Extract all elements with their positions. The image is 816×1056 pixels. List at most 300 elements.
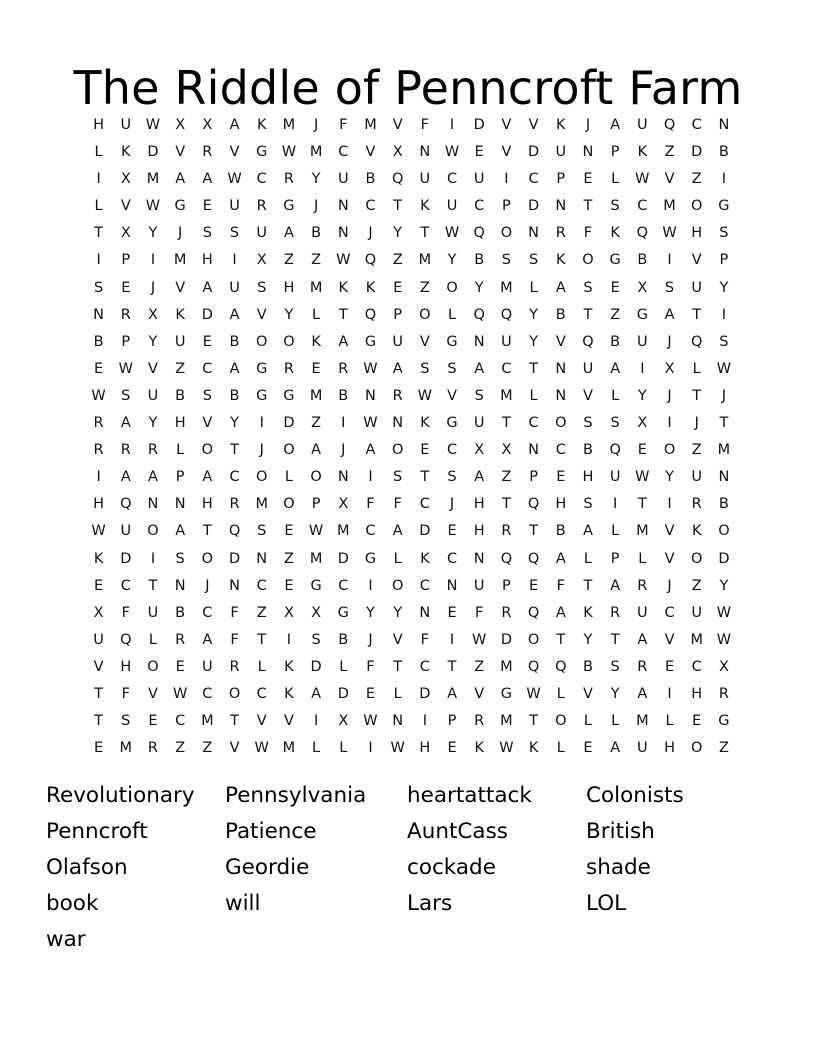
grid-cell[interactable]: I: [150, 252, 156, 269]
grid-cell[interactable]: D: [337, 550, 349, 567]
grid-cell[interactable]: Z: [691, 442, 702, 459]
grid-cell[interactable]: N: [392, 415, 404, 432]
grid-cell[interactable]: I: [368, 577, 373, 594]
grid-cell[interactable]: D: [528, 144, 540, 161]
grid-cell[interactable]: D: [473, 117, 485, 133]
grid-cell[interactable]: J: [721, 387, 727, 404]
grid-cell[interactable]: U: [637, 740, 648, 757]
grid-cell[interactable]: S: [93, 279, 104, 296]
grid-cell[interactable]: M: [636, 523, 649, 540]
grid-cell[interactable]: B: [637, 252, 648, 269]
grid-cell[interactable]: C: [365, 523, 376, 540]
grid-cell[interactable]: C: [637, 198, 648, 215]
grid-cell[interactable]: H: [201, 496, 213, 513]
grid-cell[interactable]: W: [91, 387, 106, 404]
grid-cell[interactable]: P: [311, 496, 321, 513]
grid-cell[interactable]: R: [147, 740, 158, 757]
grid-cell[interactable]: N: [473, 550, 485, 567]
grid-cell[interactable]: N: [582, 144, 594, 161]
grid-cell[interactable]: B: [365, 171, 376, 188]
grid-cell[interactable]: W: [417, 387, 433, 404]
grid-cell[interactable]: V: [664, 523, 675, 540]
grid-cell[interactable]: J: [585, 117, 591, 133]
grid-cell[interactable]: V: [664, 171, 675, 188]
grid-cell[interactable]: K: [637, 144, 648, 161]
grid-cell[interactable]: A: [664, 306, 675, 323]
grid-cell[interactable]: Y: [148, 415, 158, 432]
grid-cell[interactable]: W: [716, 360, 732, 377]
grid-cell[interactable]: K: [175, 306, 185, 323]
grid-cell[interactable]: F: [230, 604, 239, 621]
grid-cell[interactable]: V: [528, 117, 539, 133]
grid-cell[interactable]: Y: [148, 333, 158, 350]
grid-cell[interactable]: J: [178, 225, 183, 242]
grid-cell[interactable]: W: [281, 144, 297, 161]
grid-cell[interactable]: G: [609, 252, 621, 269]
grid-cell[interactable]: A: [365, 442, 376, 459]
grid-cell[interactable]: N: [419, 604, 431, 621]
grid-cell[interactable]: R: [120, 306, 131, 323]
grid-cell[interactable]: Q: [500, 550, 513, 567]
grid-cell[interactable]: V: [501, 117, 512, 133]
grid-cell[interactable]: M: [337, 523, 350, 540]
grid-cell[interactable]: J: [667, 387, 672, 404]
grid-cell[interactable]: Q: [527, 658, 540, 675]
grid-cell[interactable]: D: [419, 523, 431, 540]
grid-cell[interactable]: T: [94, 685, 104, 702]
grid-cell[interactable]: B: [229, 333, 240, 350]
grid-cell[interactable]: Q: [120, 496, 132, 513]
grid-cell[interactable]: D: [147, 144, 159, 161]
grid-cell[interactable]: E: [393, 279, 403, 296]
grid-cell[interactable]: N: [337, 198, 349, 215]
grid-cell[interactable]: M: [500, 279, 513, 296]
grid-cell[interactable]: Q: [527, 604, 540, 621]
grid-cell[interactable]: S: [229, 225, 240, 242]
grid-cell[interactable]: I: [449, 631, 455, 648]
grid-cell[interactable]: N: [555, 198, 567, 215]
grid-cell[interactable]: B: [718, 496, 729, 513]
grid-cell[interactable]: U: [202, 658, 213, 675]
grid-cell[interactable]: Z: [474, 658, 485, 675]
grid-cell[interactable]: M: [119, 740, 133, 757]
grid-cell[interactable]: M: [663, 198, 676, 215]
grid-cell[interactable]: Y: [637, 387, 647, 404]
grid-cell[interactable]: Q: [120, 631, 132, 648]
grid-cell[interactable]: F: [230, 631, 239, 648]
grid-cell[interactable]: I: [667, 496, 672, 513]
grid-cell[interactable]: M: [690, 631, 703, 648]
grid-cell[interactable]: R: [610, 604, 621, 621]
grid-cell[interactable]: Z: [175, 740, 186, 757]
word-list-item[interactable]: heartattack: [407, 783, 532, 808]
grid-cell[interactable]: F: [366, 658, 375, 675]
grid-cell[interactable]: K: [556, 117, 566, 133]
grid-cell[interactable]: Z: [175, 360, 186, 377]
grid-cell[interactable]: U: [637, 604, 648, 621]
grid-cell[interactable]: B: [175, 387, 186, 404]
grid-cell[interactable]: H: [419, 740, 431, 757]
grid-cell[interactable]: L: [94, 198, 103, 215]
grid-cell[interactable]: H: [201, 252, 213, 269]
grid-cell[interactable]: M: [364, 117, 377, 133]
grid-cell[interactable]: N: [93, 306, 105, 323]
grid-cell[interactable]: N: [473, 333, 485, 350]
grid-cell[interactable]: D: [691, 144, 703, 161]
grid-cell[interactable]: Q: [391, 171, 404, 188]
grid-cell[interactable]: A: [392, 360, 403, 377]
grid-cell[interactable]: L: [312, 740, 321, 757]
grid-cell[interactable]: L: [148, 631, 158, 648]
grid-cell[interactable]: Q: [364, 252, 377, 269]
grid-cell[interactable]: O: [391, 442, 404, 459]
grid-cell[interactable]: T: [393, 658, 403, 675]
grid-cell[interactable]: L: [692, 360, 701, 377]
grid-cell[interactable]: H: [93, 496, 105, 513]
grid-cell[interactable]: X: [120, 225, 131, 242]
grid-cell[interactable]: C: [202, 360, 213, 377]
grid-cell[interactable]: E: [284, 523, 294, 540]
grid-cell[interactable]: V: [120, 198, 131, 215]
grid-cell[interactable]: A: [610, 117, 621, 133]
grid-cell[interactable]: G: [337, 604, 349, 621]
grid-cell[interactable]: V: [583, 685, 593, 702]
grid-cell[interactable]: G: [256, 387, 268, 404]
grid-cell[interactable]: I: [721, 306, 727, 323]
grid-cell[interactable]: L: [393, 550, 402, 567]
grid-cell[interactable]: W: [526, 685, 541, 702]
grid-cell[interactable]: K: [121, 144, 131, 161]
grid-cell[interactable]: A: [283, 225, 294, 242]
grid-cell[interactable]: E: [474, 144, 484, 161]
grid-cell[interactable]: V: [691, 252, 702, 269]
grid-cell[interactable]: R: [501, 523, 512, 540]
grid-cell[interactable]: C: [691, 117, 702, 133]
grid-cell[interactable]: B: [474, 252, 485, 269]
grid-cell[interactable]: G: [283, 387, 295, 404]
grid-cell[interactable]: L: [665, 713, 674, 730]
grid-cell[interactable]: O: [446, 279, 458, 296]
grid-cell[interactable]: R: [338, 360, 349, 377]
grid-cell[interactable]: L: [638, 550, 647, 567]
grid-cell[interactable]: M: [636, 713, 649, 730]
grid-cell[interactable]: N: [147, 496, 159, 513]
grid-cell[interactable]: Q: [500, 306, 513, 323]
grid-cell[interactable]: N: [337, 225, 349, 242]
grid-cell[interactable]: A: [311, 685, 322, 702]
grid-cell[interactable]: U: [501, 333, 512, 350]
grid-cell[interactable]: Q: [228, 523, 241, 540]
grid-cell[interactable]: F: [366, 496, 375, 513]
grid-cell[interactable]: K: [284, 658, 294, 675]
grid-cell[interactable]: O: [391, 577, 404, 594]
grid-cell[interactable]: U: [93, 631, 104, 648]
grid-cell[interactable]: V: [148, 360, 158, 377]
puzzle-grid[interactable]: [85, 112, 738, 762]
grid-cell[interactable]: L: [529, 387, 538, 404]
grid-cell[interactable]: Z: [691, 171, 702, 188]
grid-cell[interactable]: Z: [718, 740, 729, 757]
grid-cell[interactable]: L: [529, 279, 538, 296]
grid-cell[interactable]: K: [365, 279, 376, 296]
grid-cell[interactable]: I: [341, 415, 346, 432]
grid-cell[interactable]: J: [341, 442, 346, 459]
grid-cell[interactable]: Y: [474, 279, 484, 296]
grid-cell[interactable]: K: [474, 740, 484, 757]
grid-cell[interactable]: A: [555, 604, 566, 621]
grid-cell[interactable]: V: [555, 333, 566, 350]
word-list-item[interactable]: Geordie: [225, 855, 310, 880]
grid-cell[interactable]: W: [363, 713, 378, 730]
grid-cell[interactable]: T: [719, 415, 729, 432]
grid-cell[interactable]: T: [230, 442, 239, 459]
grid-cell[interactable]: N: [718, 117, 730, 133]
grid-cell[interactable]: E: [121, 279, 131, 296]
grid-cell[interactable]: U: [147, 604, 159, 621]
grid-cell[interactable]: B: [610, 333, 621, 350]
grid-cell[interactable]: I: [286, 631, 292, 648]
grid-cell[interactable]: C: [528, 415, 539, 432]
grid-cell[interactable]: C: [555, 442, 566, 459]
grid-cell[interactable]: U: [473, 171, 485, 188]
grid-cell[interactable]: K: [528, 740, 539, 757]
grid-cell[interactable]: S: [393, 469, 403, 486]
grid-cell[interactable]: I: [96, 252, 101, 269]
grid-cell[interactable]: I: [96, 469, 101, 486]
grid-cell[interactable]: V: [365, 144, 376, 161]
grid-cell[interactable]: U: [392, 333, 403, 350]
grid-cell[interactable]: K: [583, 604, 593, 621]
grid-cell[interactable]: T: [692, 387, 702, 404]
grid-cell[interactable]: V: [175, 144, 186, 161]
grid-cell[interactable]: A: [202, 631, 213, 648]
grid-cell[interactable]: S: [610, 198, 620, 215]
grid-cell[interactable]: D: [500, 631, 512, 648]
grid-cell[interactable]: C: [256, 685, 267, 702]
grid-cell[interactable]: E: [664, 658, 675, 675]
grid-cell[interactable]: V: [392, 631, 403, 648]
grid-cell[interactable]: N: [365, 387, 376, 404]
grid-cell[interactable]: S: [420, 360, 430, 377]
grid-cell[interactable]: U: [473, 415, 485, 432]
grid-cell[interactable]: H: [555, 496, 567, 513]
grid-cell[interactable]: B: [555, 306, 566, 323]
grid-cell[interactable]: S: [447, 360, 457, 377]
grid-cell[interactable]: F: [583, 225, 593, 242]
grid-cell[interactable]: V: [664, 550, 675, 567]
grid-cell[interactable]: I: [640, 360, 645, 377]
grid-cell[interactable]: P: [502, 198, 511, 215]
grid-cell[interactable]: E: [447, 740, 457, 757]
grid-cell[interactable]: A: [555, 550, 566, 567]
grid-cell[interactable]: D: [310, 658, 322, 675]
grid-cell[interactable]: R: [392, 387, 403, 404]
grid-cell[interactable]: G: [364, 550, 377, 567]
grid-cell[interactable]: F: [475, 604, 484, 621]
grid-cell[interactable]: A: [447, 685, 457, 702]
grid-cell[interactable]: X: [120, 171, 131, 188]
grid-cell[interactable]: R: [501, 604, 512, 621]
grid-cell[interactable]: A: [338, 333, 349, 350]
grid-cell[interactable]: L: [393, 685, 402, 702]
word-list-item[interactable]: Colonists: [586, 783, 684, 808]
grid-cell[interactable]: Y: [447, 252, 457, 269]
grid-cell[interactable]: V: [664, 631, 675, 648]
grid-cell[interactable]: M: [500, 387, 513, 404]
grid-cell[interactable]: R: [147, 442, 158, 459]
grid-cell[interactable]: L: [611, 171, 620, 188]
grid-cell[interactable]: J: [259, 442, 264, 459]
grid-cell[interactable]: I: [368, 740, 373, 757]
grid-cell[interactable]: A: [610, 360, 621, 377]
grid-cell[interactable]: O: [201, 442, 214, 459]
grid-cell[interactable]: V: [256, 306, 267, 323]
grid-cell[interactable]: L: [447, 306, 457, 323]
grid-cell[interactable]: Z: [202, 740, 213, 757]
grid-cell[interactable]: C: [419, 658, 430, 675]
grid-cell[interactable]: E: [420, 442, 430, 459]
grid-cell[interactable]: Z: [311, 252, 322, 269]
grid-cell[interactable]: C: [256, 577, 267, 594]
grid-cell[interactable]: R: [229, 496, 240, 513]
grid-cell[interactable]: Y: [719, 279, 729, 296]
grid-cell[interactable]: J: [694, 415, 699, 432]
grid-cell[interactable]: D: [718, 550, 730, 567]
grid-cell[interactable]: J: [368, 631, 373, 648]
grid-cell[interactable]: E: [175, 658, 185, 675]
grid-cell[interactable]: U: [609, 469, 621, 486]
grid-cell[interactable]: W: [254, 740, 269, 757]
grid-cell[interactable]: C: [202, 685, 213, 702]
grid-cell[interactable]: G: [256, 360, 268, 377]
grid-cell[interactable]: G: [446, 333, 458, 350]
grid-cell[interactable]: G: [718, 713, 730, 730]
grid-cell[interactable]: L: [176, 442, 185, 459]
grid-cell[interactable]: R: [555, 225, 566, 242]
grid-cell[interactable]: W: [363, 415, 378, 432]
grid-cell[interactable]: N: [392, 713, 404, 730]
grid-cell[interactable]: G: [174, 198, 186, 215]
grid-cell[interactable]: L: [339, 658, 348, 675]
grid-cell[interactable]: M: [146, 171, 160, 188]
grid-cell[interactable]: T: [583, 577, 593, 594]
grid-cell[interactable]: C: [256, 171, 267, 188]
grid-cell[interactable]: C: [446, 442, 458, 459]
grid-cell[interactable]: Y: [610, 685, 620, 702]
grid-cell[interactable]: R: [283, 171, 294, 188]
grid-cell[interactable]: I: [150, 550, 156, 567]
grid-cell[interactable]: X: [637, 279, 648, 296]
grid-cell[interactable]: T: [529, 713, 539, 730]
grid-cell[interactable]: J: [313, 198, 319, 215]
grid-cell[interactable]: X: [474, 442, 485, 459]
grid-cell[interactable]: X: [175, 117, 186, 133]
grid-cell[interactable]: R: [637, 658, 648, 675]
grid-cell[interactable]: E: [583, 171, 593, 188]
grid-cell[interactable]: U: [174, 333, 186, 350]
grid-cell[interactable]: E: [529, 577, 539, 594]
grid-cell[interactable]: J: [368, 225, 373, 242]
grid-cell[interactable]: L: [284, 469, 293, 486]
grid-cell[interactable]: G: [256, 144, 268, 161]
grid-cell[interactable]: C: [474, 198, 485, 215]
grid-cell[interactable]: E: [365, 685, 376, 702]
grid-cell[interactable]: H: [691, 685, 703, 702]
grid-cell[interactable]: U: [229, 198, 240, 215]
grid-cell[interactable]: S: [583, 415, 593, 432]
grid-cell[interactable]: K: [420, 415, 430, 432]
grid-cell[interactable]: N: [528, 442, 540, 459]
grid-cell[interactable]: W: [499, 740, 514, 757]
grid-cell[interactable]: S: [610, 658, 620, 675]
grid-cell[interactable]: X: [392, 144, 403, 161]
grid-cell[interactable]: F: [393, 496, 402, 513]
grid-cell[interactable]: L: [556, 685, 565, 702]
grid-cell[interactable]: M: [500, 713, 513, 730]
grid-cell[interactable]: Q: [473, 225, 485, 242]
grid-cell[interactable]: N: [555, 387, 567, 404]
grid-cell[interactable]: H: [93, 117, 105, 133]
grid-cell[interactable]: O: [283, 333, 295, 350]
grid-cell[interactable]: K: [420, 550, 430, 567]
grid-cell[interactable]: F: [121, 685, 130, 702]
grid-cell[interactable]: Q: [473, 306, 485, 323]
grid-cell[interactable]: I: [667, 415, 672, 432]
grid-cell[interactable]: P: [556, 171, 566, 188]
grid-cell[interactable]: Y: [529, 306, 539, 323]
grid-cell[interactable]: I: [422, 713, 427, 730]
grid-cell[interactable]: A: [610, 577, 621, 594]
grid-cell[interactable]: S: [719, 225, 729, 242]
grid-cell[interactable]: O: [527, 631, 540, 648]
grid-cell[interactable]: R: [93, 442, 104, 459]
grid-cell[interactable]: H: [473, 523, 485, 540]
grid-cell[interactable]: H: [283, 279, 295, 296]
grid-cell[interactable]: B: [175, 604, 186, 621]
grid-cell[interactable]: T: [148, 577, 158, 594]
grid-cell[interactable]: W: [172, 685, 188, 702]
grid-cell[interactable]: A: [202, 171, 213, 188]
grid-cell[interactable]: B: [718, 144, 729, 161]
grid-cell[interactable]: O: [555, 415, 567, 432]
grid-cell[interactable]: L: [257, 658, 266, 675]
grid-cell[interactable]: B: [338, 387, 349, 404]
grid-cell[interactable]: B: [555, 523, 566, 540]
grid-cell[interactable]: N: [446, 577, 458, 594]
word-list-item[interactable]: cockade: [407, 855, 496, 880]
grid-cell[interactable]: C: [419, 577, 430, 594]
grid-cell[interactable]: R: [175, 631, 186, 648]
grid-cell[interactable]: A: [202, 469, 213, 486]
grid-cell[interactable]: E: [148, 713, 158, 730]
grid-cell[interactable]: Z: [256, 604, 267, 621]
grid-cell[interactable]: A: [229, 360, 240, 377]
grid-cell[interactable]: O: [283, 496, 295, 513]
grid-cell[interactable]: N: [174, 577, 186, 594]
grid-cell[interactable]: E: [583, 740, 593, 757]
grid-cell[interactable]: S: [528, 252, 539, 269]
grid-cell[interactable]: W: [716, 604, 732, 621]
grid-cell[interactable]: T: [610, 631, 620, 648]
grid-cell[interactable]: E: [556, 469, 566, 486]
grid-cell[interactable]: D: [283, 415, 295, 432]
grid-cell[interactable]: S: [447, 469, 457, 486]
grid-cell[interactable]: E: [94, 740, 104, 757]
grid-cell[interactable]: P: [529, 469, 538, 486]
grid-cell[interactable]: G: [310, 577, 322, 594]
grid-cell[interactable]: M: [282, 117, 296, 133]
grid-cell[interactable]: S: [719, 333, 729, 350]
